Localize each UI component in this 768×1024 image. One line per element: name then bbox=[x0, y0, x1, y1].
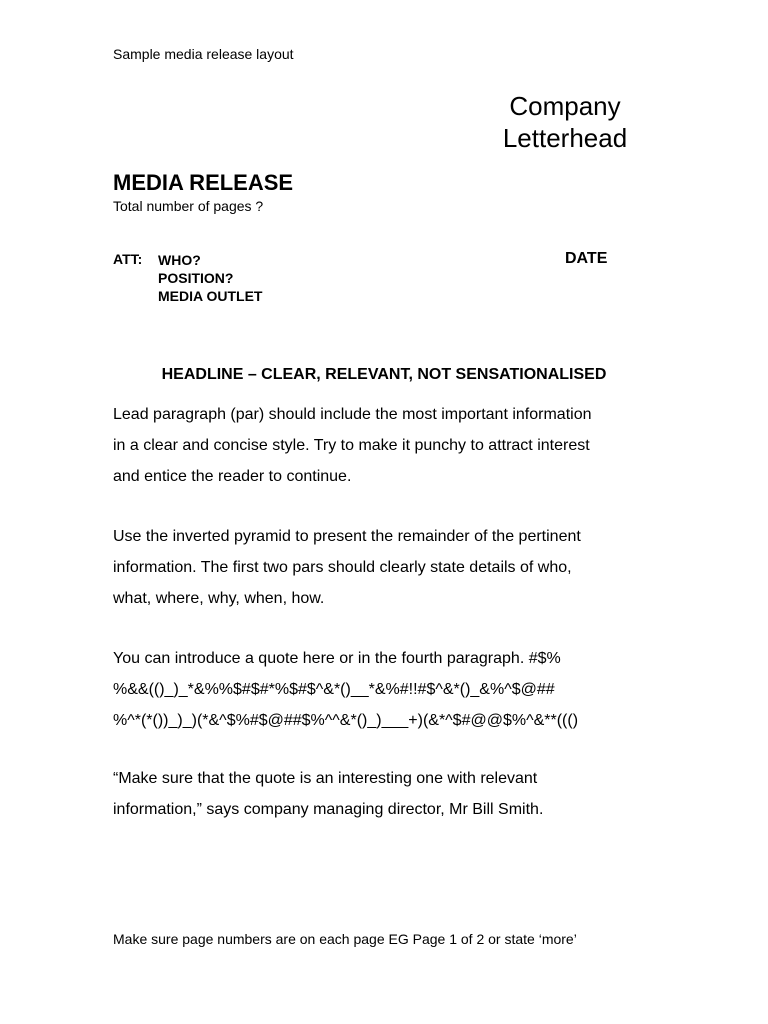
att-recipient bbox=[158, 251, 262, 305]
paragraph-line: information. The first two pars should clearly state details of who, bbox=[113, 559, 572, 576]
paragraph-line: Lead paragraph (par) should include the most important information bbox=[113, 406, 592, 423]
paragraph-line: what, where, why, when, how. bbox=[113, 590, 325, 607]
paragraph-line: in a clear and concise style. Try to make it punchy to attract interest bbox=[113, 437, 590, 454]
quote-intro-paragraph bbox=[113, 643, 578, 736]
letterhead-line: Company bbox=[509, 91, 621, 121]
quote-paragraph bbox=[113, 763, 543, 825]
body-paragraph bbox=[113, 521, 581, 614]
footer-note: Make sure page numbers are on each page EG Page 1 of 2 or state ‘more’ bbox=[113, 931, 577, 947]
page-title: MEDIA RELEASE bbox=[113, 170, 294, 195]
paragraph-line: %^*(*())_)_)(*&^$%#$@##$%^^&*()_)___+)(&*^$#@@$%^&**((() bbox=[113, 712, 579, 729]
header-note: Sample media release layout bbox=[113, 46, 294, 62]
lead-paragraph bbox=[113, 399, 592, 492]
paragraph-line: You can introduce a quote here or in the fourth paragraph. #$% bbox=[113, 650, 561, 667]
company-letterhead bbox=[480, 90, 650, 154]
letterhead-line: Letterhead bbox=[502, 123, 628, 153]
paragraph-line: and entice the reader to continue. bbox=[113, 468, 352, 485]
page-count-note: Total number of pages ? bbox=[113, 198, 264, 214]
paragraph-line: Use the inverted pyramid to present the remainder of the pertinent bbox=[113, 528, 581, 545]
att-line-outlet: MEDIA OUTLET bbox=[158, 288, 263, 304]
att-label: ATT: bbox=[113, 251, 143, 267]
att-line-position: POSITION? bbox=[158, 270, 234, 286]
paragraph-line: “Make sure that the quote is an interesting one with relevant bbox=[113, 770, 538, 787]
date-label: DATE bbox=[565, 250, 608, 267]
headline: HEADLINE – CLEAR, RELEVANT, NOT SENSATIONALISED bbox=[161, 366, 607, 383]
paragraph-line: information,” says company managing director, Mr Bill Smith. bbox=[113, 801, 544, 818]
paragraph-line: %&&(()_)_*&%%$#$#*%$#$^&*()__*&%#!!#$^&*()_&%^$@## bbox=[113, 681, 555, 698]
att-line-who: WHO? bbox=[158, 252, 201, 268]
